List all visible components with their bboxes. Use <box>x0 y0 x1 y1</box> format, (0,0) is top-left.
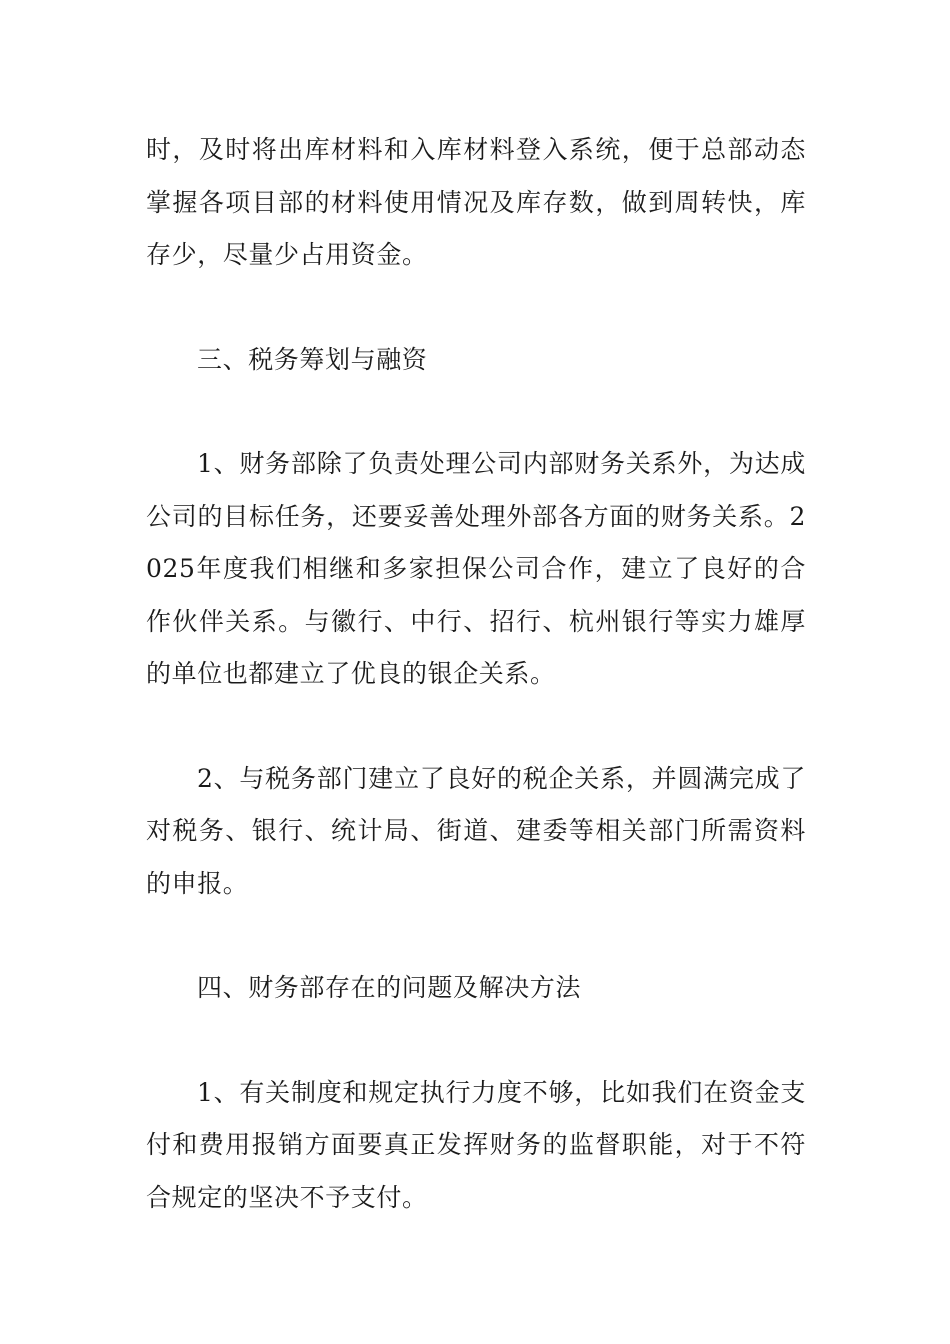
paragraph-spacer <box>146 701 806 753</box>
paragraph-spacer <box>146 386 806 438</box>
paragraph-tax: 2、与税务部门建立了良好的税企关系，并圆满完成了对税务、银行、统计局、街道、建委等相关部门所需资料的申报。 <box>146 763 806 898</box>
paragraph-problems: 1、有关制度和规定执行力度不够，比如我们在资金支付和费用报销方面要真正发挥财务的监督职能，对于不符合规定的坚决不予支付。 <box>146 1077 806 1212</box>
paragraph-spacer <box>146 282 806 334</box>
document-body <box>146 124 806 1224</box>
paragraph-continuation: 时，及时将出库材料和入库材料登入系统，便于总部动态掌握各项目部的材料使用情况及库存数，做到周转快，库存少，尽量少占用资金。 <box>146 135 806 269</box>
paragraph-spacer <box>146 1015 806 1067</box>
section-heading-3: 三、税务筹划与融资 <box>197 344 428 374</box>
section-heading-4: 四、财务部存在的问题及解决方法 <box>197 973 582 1002</box>
paragraph-financing: 1、财务部除了负责处理公司内部财务关系外，为达成公司的目标任务，还要妥善处理外部各方面的财务关系。2025年度我们相继和多家担保公司合作，建立了良好的合作伙伴关系。与徽行、中行、招行、杭州银行等实力雄厚的单位也都建立了优良的银企关系。 <box>146 449 806 688</box>
paragraph-spacer <box>146 910 806 962</box>
